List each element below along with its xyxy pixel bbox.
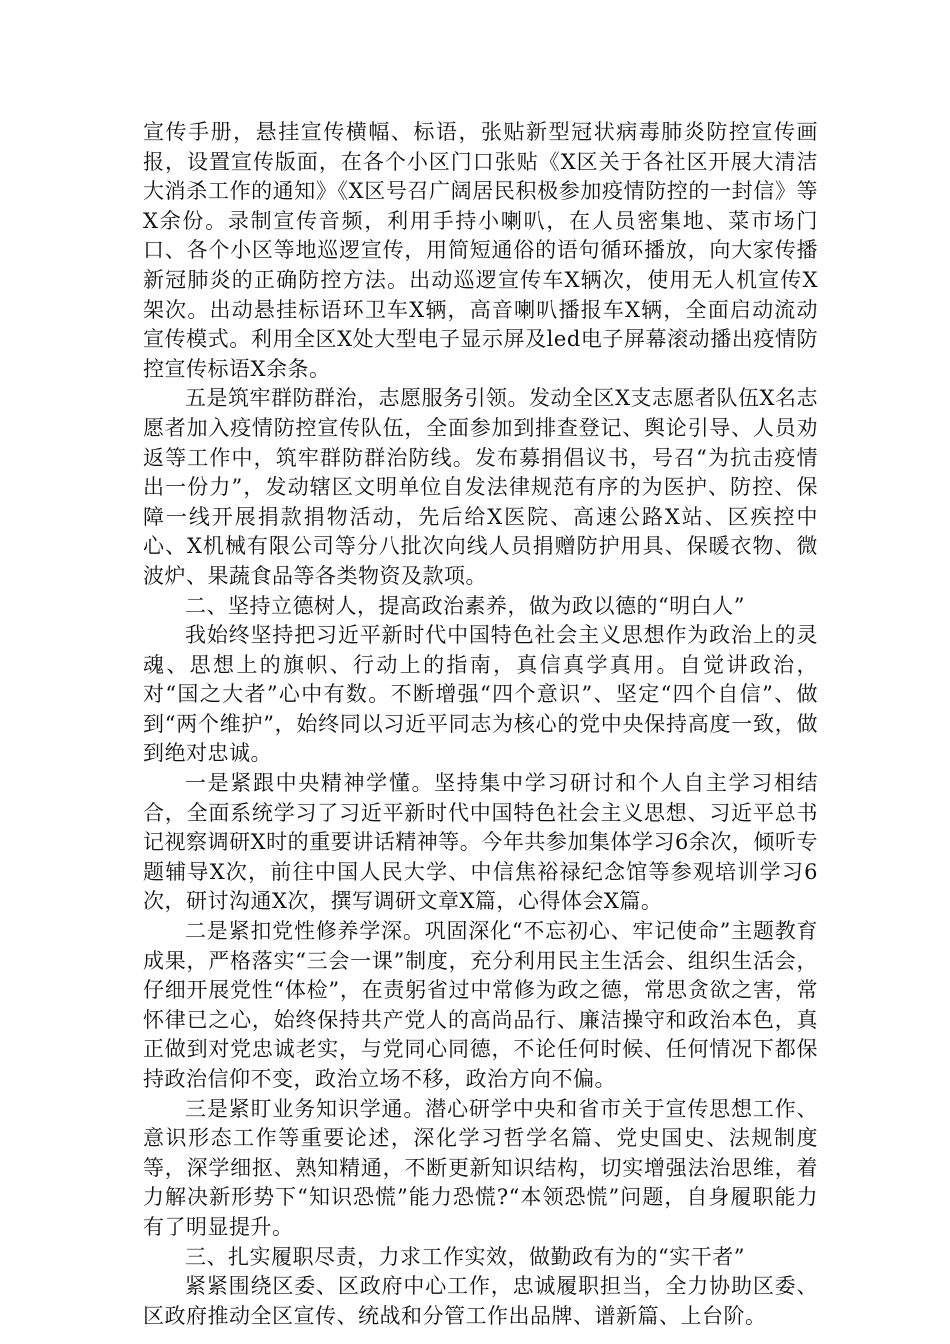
section-heading-two: 二、坚持立德树人，提高政治素养，做为政以德的“明白人” <box>185 593 745 618</box>
paragraph-party-cultivation: 二是紧扣党性修养学深。巩固深化“不忘初心、牢记使命”主题教育成果，严格落实“三会一课”制度，充分利用民主生活会、组织生活会，仔细开展党性“体检”，在责躬省过中常修为政之德，常思贪欲之害，常怀律已之心，始终保持共产党人的高尚品行、廉洁操守和政治本色，真正做到对党忠诚老实，与党同心同德，不论任何时候、任何情况下都保持政治信仰不变，政治立场不移，政治方向不偏。 <box>143 919 818 1091</box>
document-body <box>143 118 818 1331</box>
paragraph-political-thought: 我始终坚持把习近平新时代中国特色社会主义思想作为政治上的灵魂、思想上的旗帜、行动上的指南，真信真学真用。自觉讲政治，对“国之大者”心中有数。不断增强“四个意识”、坚定“四个自信”、做到“两个维护”，始终同以习近平同志为核心的党中央保持高度一致，做到绝对忠诚。 <box>143 623 818 766</box>
paragraph-volunteer-service: 五是筑牢群防群治，志愿服务引领。发动全区X支志愿者队伍X名志愿者加入疫情防控宣传队伍，全面参加到排查登记、舆论引导、人员劝返等工作中，筑牢群防群治防线。发布募捐倡议书，号召“为抗击疫情出一份力”，发动辖区文明单位自发法律规范有序的为医护、防控、保障一线开展捐款捐物活动，先后给X医院、高速公路X站、区疾控中心、X机械有限公司等分八批次向线人员捐赠防护用具、保暖衣物、微波炉、果蔬食品等各类物资及款项。 <box>143 386 818 588</box>
paragraph-business-knowledge: 三是紧盯业务知识学通。潜心研学中央和省市关于宣传思想工作、意识形态工作等重要论述，深化学习哲学名篇、党史国史、法规制度等，深学细抠、熟知精通，不断更新知识结构，切实增强法治思维，着力解决新形势下“知识恐慌”能力恐慌?“本领恐慌”问题，自身履职能力有了明显提升。 <box>143 1096 818 1239</box>
section-heading-three: 三、扎实履职尽责，力求工作实效，做勤政有为的“实干者” <box>185 1244 745 1269</box>
paragraph-duty-performance: 紧紧围绕区委、区政府中心工作，忠诚履职担当，全力协助区委、区政府推动全区宣传、统战和分管工作出品牌、谱新篇、上台阶。 <box>143 1274 818 1328</box>
paragraph-publicity-materials: 宣传手册，悬挂宣传横幅、标语，张贴新型冠状病毒肺炎防控宣传画报，设置宣传版面，在各个小区门口张贴《X区关于各社区开展大清洁大消杀工作的通知》《X区号召广阔居民积极参加疫情防控的一封信》等X余份。录制宣传音频，利用手持小喇叭，在人员密集地、菜市场门口、各个小区等地巡逻宣传，用简短通俗的语句循环播放，向大家传播新冠肺炎的正确防控方法。出动巡逻宣传车X辆次，使用无人机宣传X架次。出动悬挂标语环卫车X辆，高音喇叭播报车X辆，全面启动流动宣传模式。利用全区X处大型电子显示屏及led电子屏幕滚动播出疫情防控宣传标语X余条。 <box>143 120 818 381</box>
paragraph-follow-central-spirit: 一是紧跟中央精神学懂。坚持集中学习研讨和个人自主学习相结合，全面系统学习了习近平新时代中国特色社会主义思想、习近平总书记视察调研X时的重要讲话精神等。今年共参加集体学习6余次，倾听专题辅导X次，前往中国人民大学、中信焦裕禄纪念馆等参观培训学习6次，研讨沟通X次，撰写调研文章X篇，心得体会X篇。 <box>143 771 818 914</box>
